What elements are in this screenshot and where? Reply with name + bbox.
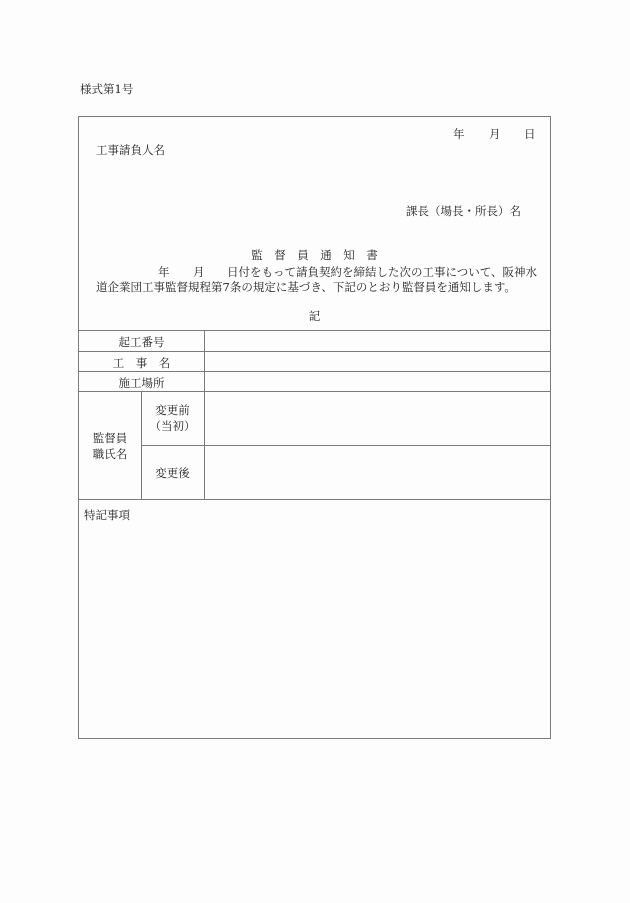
form-number: 様式第1号 [80,82,134,96]
label-construction-site: 施工場所 [118,376,165,390]
label-project-number: 起工番号 [118,335,165,349]
label-supervisor [79,430,141,462]
date-month-label: 月 [489,127,501,141]
issuer-name-label: 課長（場長・所長）名 [406,204,521,218]
field-before-change[interactable] [205,392,550,445]
field-construction-site[interactable] [205,372,550,391]
contractor-name-label: 工事請負人名 [96,143,165,157]
ki-heading: 記 [308,309,321,323]
label-before-line1: 変更前 [155,403,190,417]
label-before-line2: （当初） [149,419,196,433]
label-before-change [141,402,204,434]
notice-form [78,116,551,739]
body-year: 年 [158,265,170,279]
date-day-label: 日 [524,127,536,141]
label-supervisor-line2: 職氏名 [92,447,128,461]
body-line2: 道企業団工事監督規程第7条の規定に基づき、下記のとおり監督員を通知します。 [96,280,516,294]
field-project-number[interactable] [205,331,550,351]
remarks-label: 特記事項 [84,508,130,522]
remarks-field[interactable] [84,527,545,727]
label-after-change: 変更後 [155,466,190,480]
field-after-change[interactable] [205,446,550,499]
body-month: 月 [193,265,205,279]
date-year-label: 年 [453,127,465,141]
label-supervisor-line1: 監督員 [92,431,128,445]
field-project-name[interactable] [205,352,550,371]
label-project-name: 工 事 名 [112,356,171,370]
table-bottom-border [79,499,550,500]
body-line1: 日付をもって請負契約を締結した次の工事について、阪神水 [227,265,538,279]
document-title: 監 督 員 通 知 書 [251,248,378,262]
